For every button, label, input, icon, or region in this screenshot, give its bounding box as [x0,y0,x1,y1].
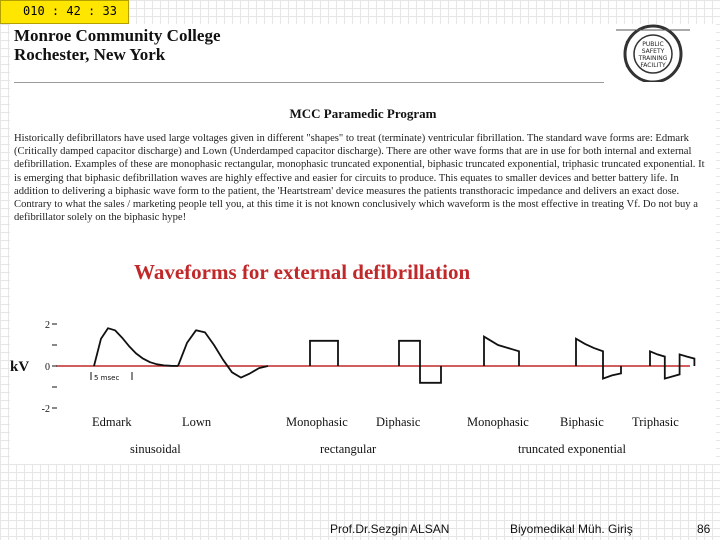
svg-text:SAFETY: SAFETY [641,48,665,55]
svg-text:FACILITY: FACILITY [640,62,666,69]
footer-course: Biyomedikal Müh. Giriş [510,522,633,536]
waveform-label: Monophasic [467,415,529,429]
waveform-line [484,337,519,366]
waveform-chart [10,24,716,464]
group-label: rectangular [320,442,377,456]
y-axis-label: kV [10,359,30,375]
college-name: Monroe Community College [14,26,221,45]
waveform-line [399,341,441,383]
y-tick-label: 2 [45,320,50,331]
footer-author: Prof.Dr.Sezgin ALSAN [330,522,450,536]
waveform-line [650,351,694,378]
waveform-label: Biphasic [560,415,604,429]
waveform-line [94,328,178,366]
waveform-label: Edmark [92,415,132,429]
body-paragraph: Historically defibrillators have used large voltages given in different "shapes" to treat (terminate) ventricular fibrillation. The standard wave forms are: Edmark (Critically damped capacitor discharge) and Lown (Underdamped capacitor discharge). There are other wave forms that are in use for both internal and external defibrillation. Examples of these are monophasic rectangular, monophasic truncated exponential, biphasic truncated exponential, triphasic truncated exponential. It is emerging that biphasic defibrillation waves are highly effective and easier for circuits to produce. This equates to smaller devices and better battery life. In addition to delivering a biphasic wave form to the patient, the 'Heartstream' device measures the patients transthoracic impedance and delivers an exact dose. Contrary to what the sales / marketing people tell you, at this time it is not known conclusively which waveform is the most effective in treating Vf. Do not buy a defibrillator solely on the biphasic hype! [14,133,705,224]
waveform-label: Lown [182,415,212,429]
time-scale-label: 5 msec [94,374,120,382]
group-label: sinusoidal [130,442,181,456]
waveform-label: Monophasic [286,415,348,429]
waveform-label: Diphasic [376,415,421,429]
chart-title: Waveforms for external defibrillation [134,260,471,284]
svg-text:PUBLIC: PUBLIC [642,41,664,48]
college-location: Rochester, New York [14,45,166,64]
waveform-label: Triphasic [632,415,679,429]
timer-display: 010 : 42 : 33 [0,0,129,24]
y-tick-label: 0 [45,362,50,373]
program-title: MCC Paramedic Program [289,106,437,121]
group-label: truncated exponential [518,442,626,456]
waveform-line [178,330,268,377]
page-number: 86 [697,522,711,536]
waveform-line [310,341,338,366]
svg-text:TRAINING: TRAINING [638,55,668,62]
waveform-line [576,339,621,379]
y-tick-label: -2 [41,404,50,415]
slide-image [10,24,716,464]
